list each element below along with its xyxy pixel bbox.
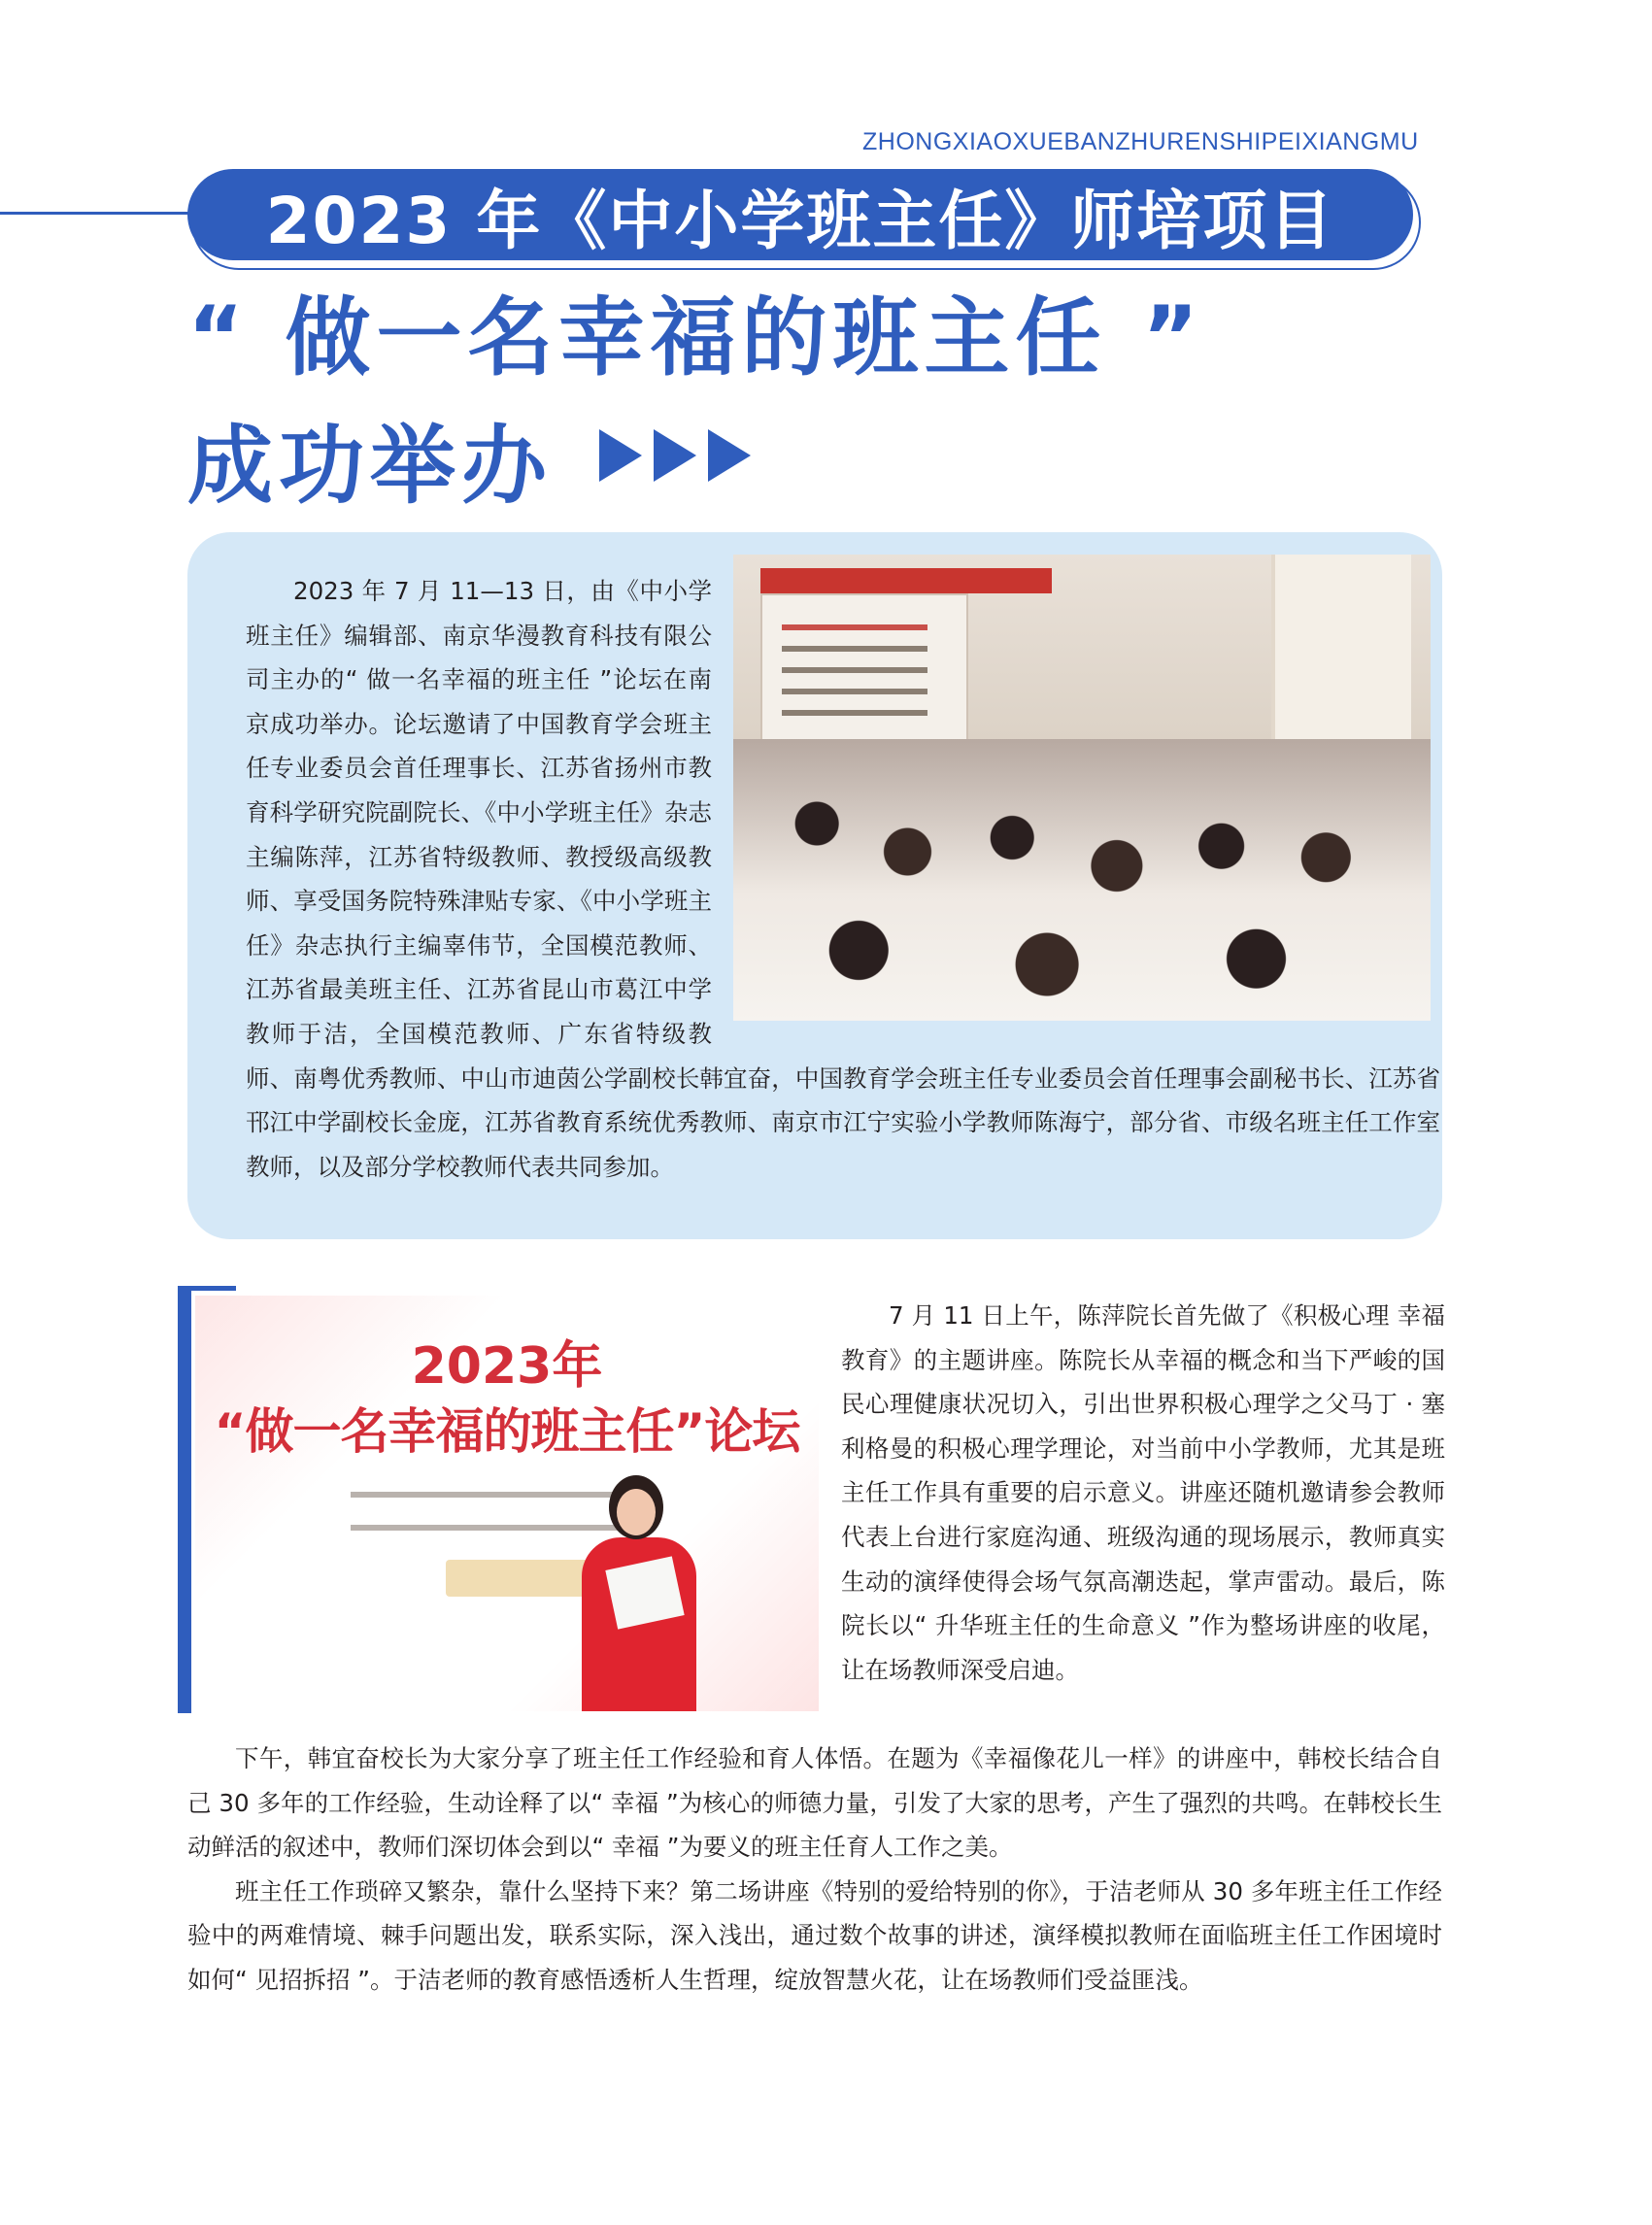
intro-section: [246, 569, 1440, 1189]
banner-title: 2023 年《中小学班主任》师培项目: [265, 183, 1335, 258]
lecture-column: [841, 1294, 1445, 1692]
body-paragraph-2: 班主任工作琐碎又繁杂，靠什么坚持下来？第二场讲座《特别的爱给特别的你》，于洁老师从 30 多年班主任工作经验中的两难情境、棘手问题出发，联系实际，深入浅出，通过数个故事的讲述，演绎模拟教师在面临班主任工作困境时如何“ 见招拆招 ”。于洁老师的教育感悟透析人生哲理，绽放智慧火花，让在场教师们受益匪浅。: [187, 1876, 1442, 1994]
body-section: [187, 1736, 1442, 2003]
header-rule: [0, 212, 194, 215]
header-pinyin: ZHONGXIAOXUEBANZHURENSHIPEIXIANGMU: [862, 128, 1419, 155]
intro-paragraph: 2023 年 7 月 11—13 日，由《中小学班主任》编辑部、南京华漫教育科技有限公司主办的“ 做一名幸福的班主任 ”论坛在南京成功举办。论坛邀请了中国教育学会班主任专业委员会首任理事长、江苏省扬州市教育科学研究院副院长、《中小学班主任》杂志主编陈萍，江苏省特级教师、教授级高级教师、享受国务院特殊津贴专家、《中小学班主任》杂志执行主编辜伟节，全国模范教师、江苏省最美班主任、江苏省昆山市葛江中学教师于洁，全国模范教师、广东省特级教师、南粤优秀教师、中山市迪茵公学副校长韩宜奋，中国教育学会班主任专业委员会首任理事会副秘书长、江苏省邗江中学副校长金庞，江苏省教育系统优秀教师、南京市江宁实验小学教师陈海宁，部分省、市级名班主任工作室教师，以及部分学校教师代表共同参加。: [246, 577, 1440, 1181]
poster-title: 2023年: [411, 1337, 603, 1396]
triple-arrow-icon: [599, 421, 793, 489]
main-title: “ 做一名幸福的班主任 ”: [187, 287, 1204, 388]
body-paragraph-1: 下午，韩宜奋校长为大家分享了班主任工作经验和育人体悟。在题为《幸福像花儿一样》的讲座中，韩校长结合自己 30 多年的工作经验，生动诠释了以“ 幸福 ”为核心的师德力量，引发了大家的思考，产生了强烈的共鸣。在韩校长生动鲜活的叙述中，教师们深切体会到以“ 幸福 ”为要义的班主任育人工作之美。: [187, 1744, 1442, 1862]
title-banner: [187, 169, 1413, 260]
lecture-paragraph: 7 月 11 日上午，陈萍院长首先做了《积极心理 幸福教育》的主题讲座。陈院长从幸福的概念和当下严峻的国民心理健康状况切入，引出世界积极心理学之父马丁 · 塞利格曼的积极心理学理论，对当前中小学教师，尤其是班主任工作具有重要的启示意义。讲座还随机邀请参会教师代表上台进行家庭沟通、班级沟通的现场展示，教师真实生动的演绎使得会场气氛高潮迭起，掌声雷动。最后，陈院长以“ 升华班主任的生命意义 ”作为整场讲座的收尾，让在场教师深受启迪。: [841, 1301, 1445, 1684]
speaker-figure: [582, 1475, 696, 1711]
main-title-line3: 成功举办: [187, 416, 554, 516]
intro-box: [187, 532, 1442, 1239]
poster-subtitle: “做一名幸福的班主任”论坛: [214, 1403, 800, 1460]
speaker-photo: [178, 1286, 819, 1713]
forum-audience-photo: [733, 555, 1431, 1021]
